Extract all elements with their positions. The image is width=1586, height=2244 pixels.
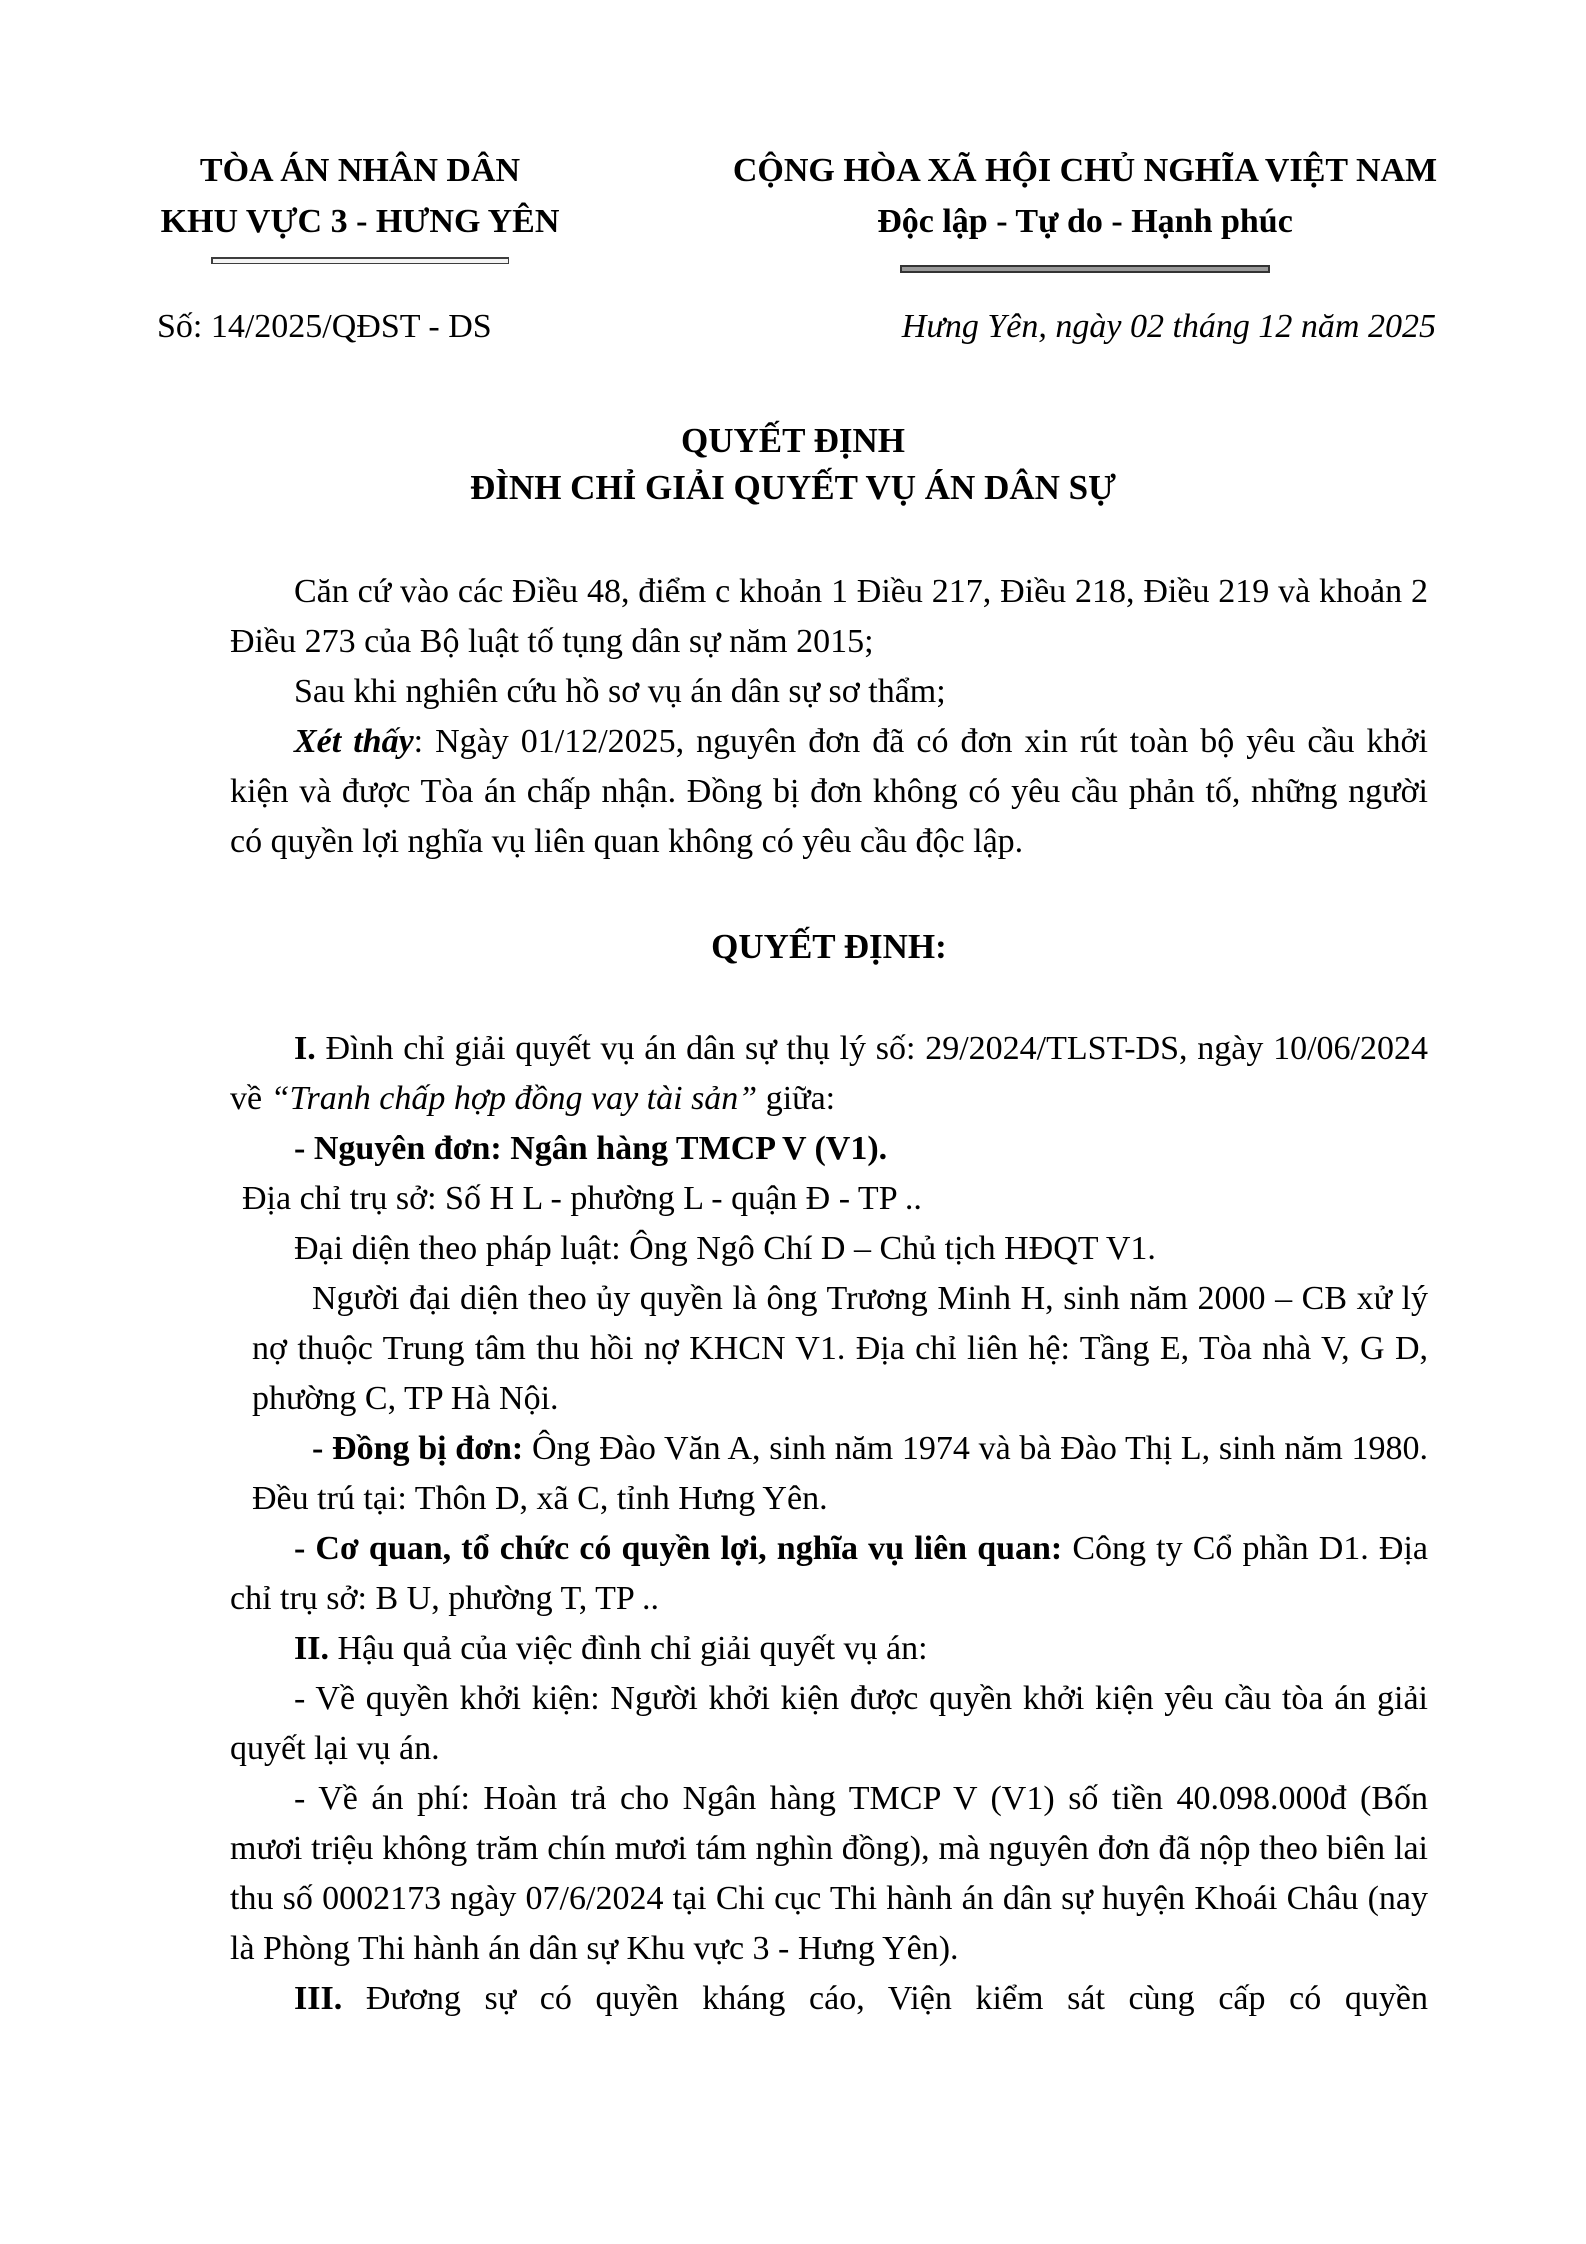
plaintiff-address <box>230 1174 1428 1224</box>
text-run: - Cơ quan, tổ chức có quyền lợi, nghĩa vụ liên quan: <box>294 1530 1073 1567</box>
defendants <box>252 1424 1428 1524</box>
decision-item-3-appeal-right <box>230 1974 1428 2024</box>
text-run: QUYẾT ĐỊNH: <box>711 927 947 966</box>
document-body <box>230 567 1428 2024</box>
text-run: Xét thấy <box>294 723 414 760</box>
text-run: Địa chỉ trụ sở: Số H L - phường L - quận Đ - TP .. <box>242 1180 922 1217</box>
text-run: giữa: <box>757 1080 836 1117</box>
national-title-line: CỘNG HÒA XÃ HỘI CHỦ NGHĨA VIỆT NAM <box>732 152 1438 189</box>
text-run: Công ty Cổ phần D1. Địa chỉ trụ sở: B U, phường T, TP .. <box>230 1530 1428 1617</box>
text-run: Hậu quả của việc đình chỉ giải quyết vụ án: <box>328 1630 928 1667</box>
decision-item-1 <box>230 1024 1428 1124</box>
text-run: Đình chỉ giải quyết vụ án dân sự thụ lý số: 29/2024/TLST-DS, ngày 10/06/2024 về <box>230 1030 1428 1117</box>
document-title-line1: QUYẾT ĐỊNH <box>681 421 905 460</box>
court-fee-refund <box>230 1774 1428 1974</box>
document-number: Số: 14/2025/QĐST - DS <box>157 308 492 345</box>
national-motto-line: Độc lập - Tự do - Hạnh phúc <box>877 203 1293 240</box>
text-run: Đại diện theo pháp luật: Ông Ngô Chí D – Chủ tịch HĐQT V1. <box>294 1230 1156 1267</box>
findings <box>230 717 1428 867</box>
text-run: “Tranh chấp hợp đồng vay tài sản” <box>270 1080 758 1117</box>
court-name-rule <box>211 257 509 264</box>
related-party <box>230 1524 1428 1624</box>
legal-representative <box>230 1224 1428 1274</box>
authorized-representative <box>252 1274 1428 1424</box>
national-motto-block <box>650 145 1520 273</box>
place-date-line: Hưng Yên, ngày 02 tháng 12 năm 2025 <box>901 308 1436 345</box>
decision-item-2 <box>230 1624 1428 1674</box>
text-run: - Về quyền khởi kiện: Người khởi kiện được quyền khởi kiện yêu cầu tòa án giải quyết lại vụ án. <box>230 1680 1428 1767</box>
text-run: - Đồng bị đơn: <box>312 1430 532 1467</box>
court-header-block <box>140 145 580 264</box>
text-run: III. <box>294 1980 343 2017</box>
text-run: Người đại diện theo ủy quyền là ông Trương Minh H, sinh năm 2000 – CB xử lý nợ thuộc Trung tâm thu hồi nợ KHCN V1. Địa chỉ liên hệ: Tầng E, Tòa nhà V, G D, phường C, TP Hà Nội. <box>252 1280 1428 1417</box>
decision-heading <box>230 922 1428 972</box>
court-name-line2: KHU VỰC 3 - HƯNG YÊN <box>160 203 560 240</box>
text-run: - Nguyên đơn: Ngân hàng TMCP V (V1). <box>294 1130 888 1167</box>
text-run: - Về án phí: Hoàn trả cho Ngân hàng TMCP V (V1) số tiền 40.098.000đ (Bốn mươi triệu không trăm chín mươi tám nghìn đồng), mà nguyên đơn đã nộp theo biên lai thu số 0002173 ngày 07/6/2024 tại Chi cục Thi hành án dân sự huyện Khoái Châu (nay là Phòng Thi hành án dân sự Khu vực 3 - Hưng Yên). <box>230 1780 1428 1967</box>
text-run: Ông Đào Văn A, sinh năm 1974 và bà Đào Thị L, sinh năm 1980. Đều trú tại: Thôn D, xã C, tỉnh Hưng Yên. <box>252 1430 1429 1517</box>
document-title-line2: ĐÌNH CHỈ GIẢI QUYẾT VỤ ÁN DÂN SỰ <box>470 468 1116 507</box>
text-run: : Ngày 01/12/2025, nguyên đơn đã có đơn xin rút toàn bộ yêu cầu khởi kiện và được Tòa án chấp nhận. Đồng bị đơn không có yêu cầu phản tố, những người có quyền lợi nghĩa vụ liên quan không có yêu cầu độc lập. <box>230 723 1428 860</box>
national-header <box>0 0 1586 273</box>
right-to-sue <box>230 1674 1428 1774</box>
document-meta-row <box>0 302 1586 352</box>
text-run: Sau khi nghiên cứu hồ sơ vụ án dân sự sơ thẩm; <box>294 673 946 710</box>
plaintiff <box>230 1124 1428 1174</box>
motto-rule <box>900 265 1270 273</box>
text-run: II. <box>294 1630 329 1667</box>
legal-basis <box>230 567 1428 667</box>
court-name-line1: TÒA ÁN NHÂN DÂN <box>199 152 521 189</box>
text-run: Căn cứ vào các Điều 48, điểm c khoản 1 Điều 217, Điều 218, Điều 219 và khoản 2 Điều 273 của Bộ luật tố tụng dân sự năm 2015; <box>230 573 1428 660</box>
text-run: Đương sự có quyền kháng cáo, Viện kiểm sát cùng cấp có quyền <box>342 1980 1428 2017</box>
document-title <box>0 417 1586 511</box>
case-file-review <box>230 667 1428 717</box>
text-run: I. <box>294 1030 316 1067</box>
